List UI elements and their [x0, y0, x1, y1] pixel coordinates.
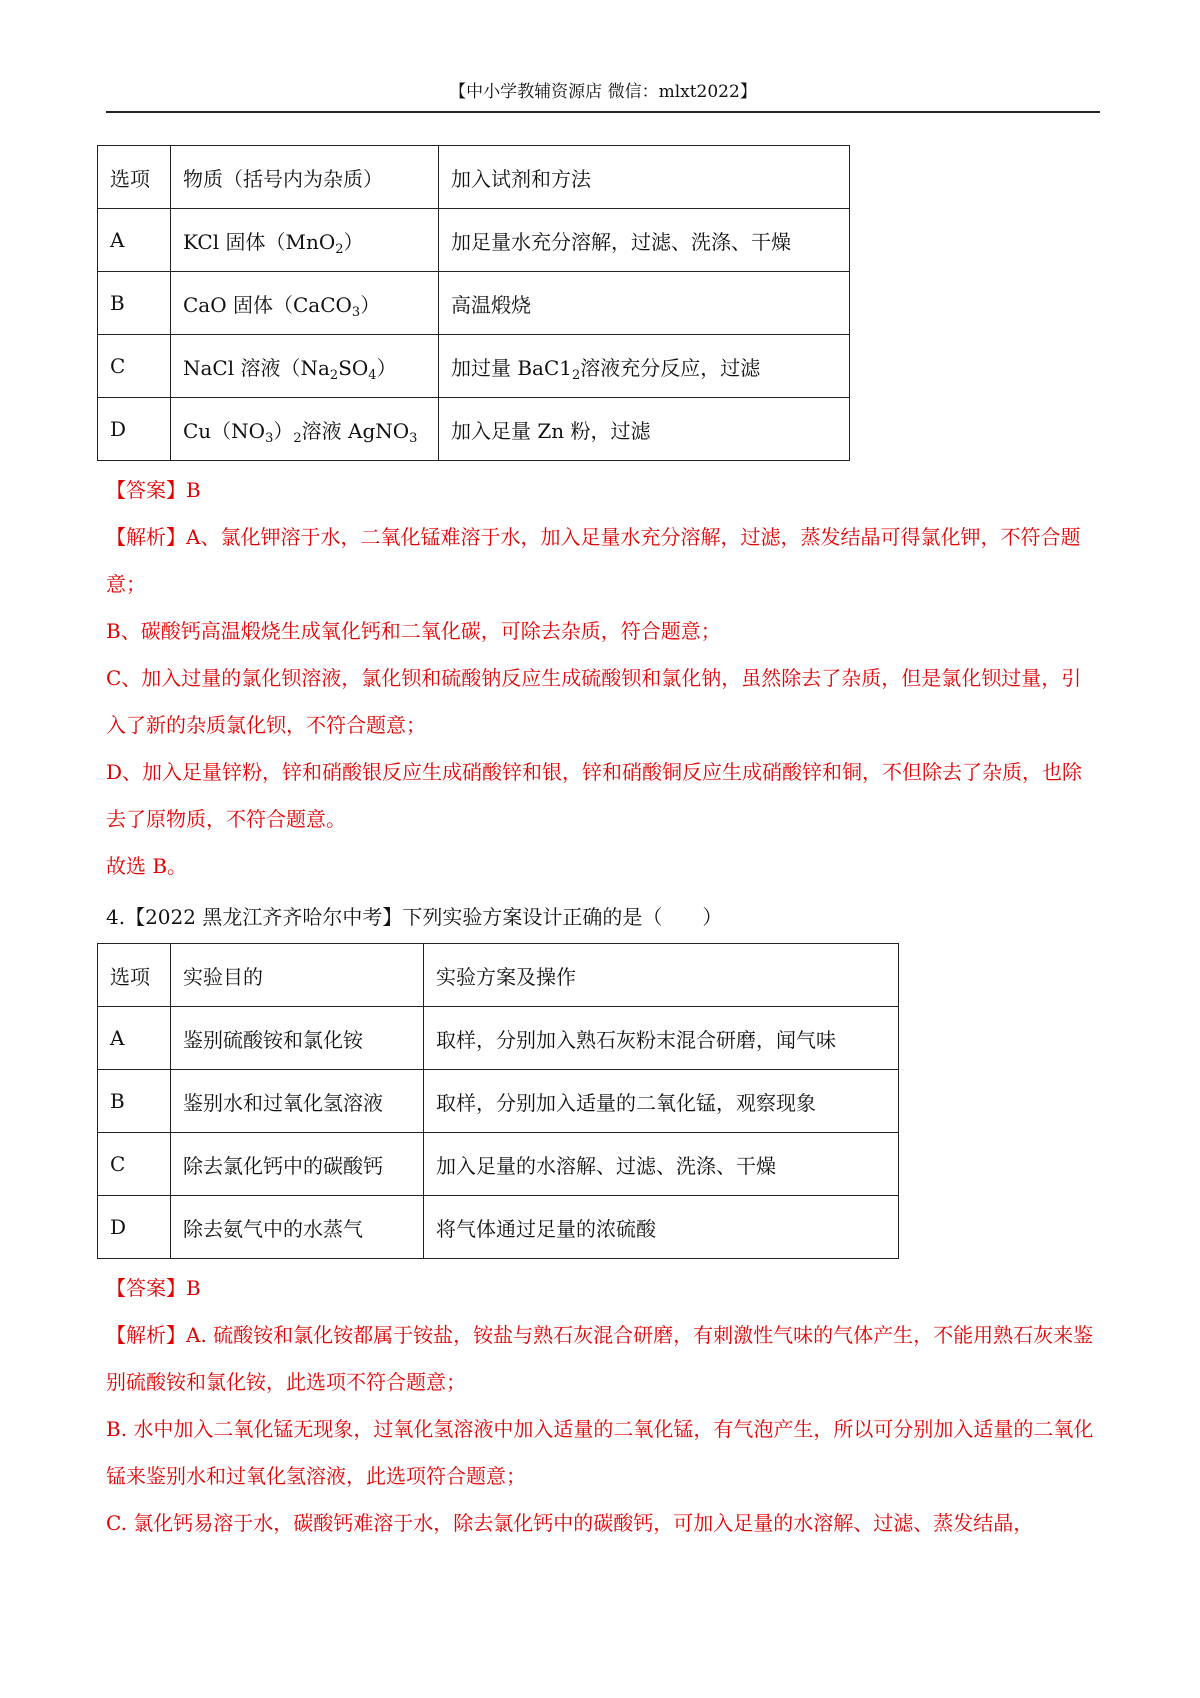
option-cell: D [98, 1196, 171, 1259]
analysis-1-b: B、碳酸钙高温煅烧生成氧化钙和二氧化碳，可除去杂质，符合题意； [106, 619, 721, 643]
impurity-removal-table [97, 145, 850, 461]
option-cell: A [98, 209, 171, 272]
table-row [98, 1196, 899, 1259]
column-header-procedure: 实验方案及操作 [424, 944, 899, 1007]
column-header-option: 选项 [98, 146, 171, 209]
procedure-cell: 将气体通过足量的浓硫酸 [424, 1196, 899, 1259]
purpose-cell: 鉴别水和过氧化氢溶液 [171, 1070, 424, 1133]
substance-cell: CaO 固体（CaCO$_3$） [171, 272, 439, 335]
method-cell: 加过量 $BaC1_2$溶液充分反应，过滤 [439, 335, 850, 398]
analysis-1-a: 【解析】A、氯化钾溶于水，二氧化锰难溶于水，加入足量水充分溶解，过滤，蒸发结晶可得氯化钾，不符合题意； [106, 525, 1081, 596]
analysis-1-d: D、加入足量锌粉，锌和硝酸银反应生成硝酸锌和银，锌和硝酸铜反应生成硝酸锌和铜，不但除去了杂质，也除去了原物质，不符合题意。 [106, 760, 1083, 831]
method-cell: 加入足量 Zn 粉，过滤 [439, 398, 850, 461]
table-row [98, 1133, 899, 1196]
analysis-1-c: C、加入过量的氯化钡溶液，氯化钡和硫酸钠反应生成硫酸钡和氯化钠，虽然除去了杂质，但是氯化钡过量，引入了新的杂质氯化钡，不符合题意； [106, 666, 1082, 737]
header-divider [106, 111, 1100, 113]
column-header-option: 选项 [98, 944, 171, 1007]
option-cell: C [98, 1133, 171, 1196]
method-cell: 高温煅烧 [439, 272, 850, 335]
table-header-row [98, 146, 850, 209]
method-cell: 加足量水充分溶解，过滤、洗涤、干燥 [439, 209, 850, 272]
procedure-cell: 加入足量的水溶解、过滤、洗涤、干燥 [424, 1133, 899, 1196]
purpose-cell: 除去氯化钙中的碳酸钙 [171, 1133, 424, 1196]
table-row [98, 209, 850, 272]
analysis-2-c: C. 氯化钙易溶于水，碳酸钙难溶于水，除去氯化钙中的碳酸钙，可加入足量的水溶解、过滤、蒸发结晶， [106, 1511, 1034, 1535]
table-row [98, 272, 850, 335]
analysis-2-b: B. 水中加入二氧化锰无现象，过氧化氢溶液中加入适量的二氧化锰，有气泡产生，所以可分别加入适量的二氧化锰来鉴别水和过氧化氢溶液，此选项符合题意； [106, 1417, 1094, 1488]
substance-cell: KCl 固体（MnO$_2$） [171, 209, 439, 272]
question-4: 4.【2022 黑龙江齐齐哈尔中考】下列实验方案设计正确的是（ ） [106, 905, 723, 929]
option-cell: B [98, 1070, 171, 1133]
column-header-purpose: 实验目的 [171, 944, 424, 1007]
table-row [98, 335, 850, 398]
table-row [98, 1070, 899, 1133]
option-cell: B [98, 272, 171, 335]
analysis-2-a: 【解析】A. 硫酸铵和氯化铵都属于铵盐，铵盐与熟石灰混合研磨，有刺激性气味的气体产生，不能用熟石灰来鉴别硫酸铵和氯化铵，此选项不符合题意； [106, 1323, 1094, 1394]
option-cell: A [98, 1007, 171, 1070]
option-cell: D [98, 398, 171, 461]
substance-cell: $Cu(NO_3)_2$溶液 AgNO$_3$ [171, 398, 439, 461]
column-header-method: 加入试剂和方法 [439, 146, 850, 209]
table-row [98, 1007, 899, 1070]
purpose-cell: 除去氨气中的水蒸气 [171, 1196, 424, 1259]
procedure-cell: 取样，分别加入适量的二氧化锰，观察现象 [424, 1070, 899, 1133]
column-header-substance: 物质（括号内为杂质） [171, 146, 439, 209]
experiment-design-table [97, 943, 899, 1259]
procedure-cell: 取样，分别加入熟石灰粉末混合研磨，闻气味 [424, 1007, 899, 1070]
option-cell: C [98, 335, 171, 398]
table-row [98, 398, 850, 461]
table-header-row [98, 944, 899, 1007]
page-header: 【中小学教辅资源店 微信：mlxt2022】 [449, 82, 757, 102]
analysis-1-conclusion: 故选 B。 [106, 854, 188, 878]
answer-1: 【答案】B [106, 478, 201, 502]
substance-cell: NaCl 溶液$(Na_2SO_4)$ [171, 335, 439, 398]
purpose-cell: 鉴别硫酸铵和氯化铵 [171, 1007, 424, 1070]
answer-2: 【答案】B [106, 1276, 201, 1300]
